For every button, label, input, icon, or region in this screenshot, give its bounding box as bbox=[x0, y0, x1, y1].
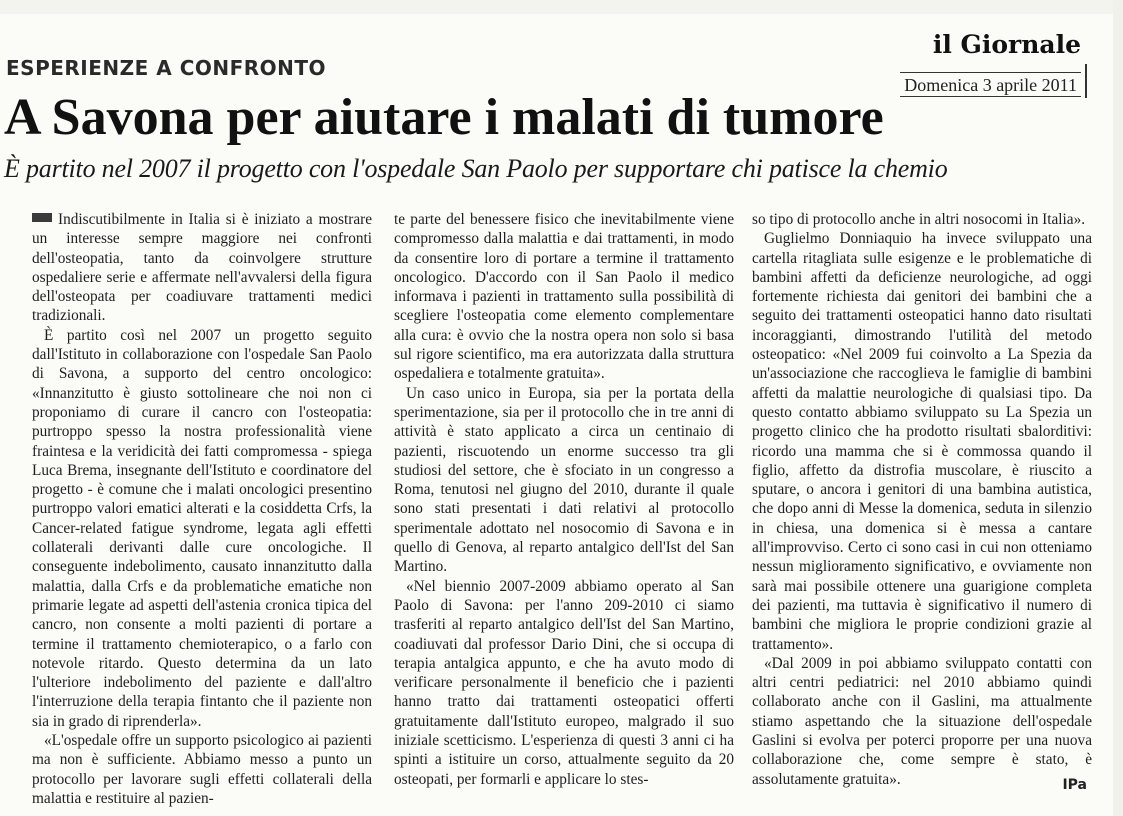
paragraph: È partito così nel 2007 un progetto seguito dall'Istituto in collaborazione con l'ospedale San Paolo di Savona, a supporto del centro oncologico: «Innanzitutto è giusto sottolineare che noi non ci proponiamo di curare il cancro con l'osteopatia: purtroppo spesso la nostra professionalità viene fraintesa e la veridicità dei fatti compromessa - spiega Luca Brema, insegnante dell'Istituto e coordinatore del progetto - è comune che i malati oncologici presentino purtroppo valori ematici alterati e la cosiddetta Crfs, la Cancer-related fatigue syndrome, legata agli effetti collaterali derivanti dalle cure oncologiche. Il conseguente indebolimento, causato innanzitutto dalla malattia, dalla Crfs e da problematiche ematiche non primarie legate ad aspetti dell'astenia cronica tipica del cancro, non consente a molti pazienti di portare a termine il trattamento chemioterapico, o a farlo con notevole ritardo. Questo determina da un lato l'ulteriore indebolimento del paziente e dall'altro l'interruzione della terapia fintanto che il paziente non sia in grado di riprenderla». bbox=[32, 326, 372, 730]
agency-credit: IPa bbox=[1062, 777, 1087, 793]
paragraph-text: Indiscutibilmente in Italia si è iniziato a mostrare un interesse sempre maggiore nei confronti dell'osteopatia, tanto da coinvolgere strutture ospedaliere serie e affermate nell'avvalersi della figura dell'osteopata per coadiuvare trattamenti medici tradizionali. bbox=[32, 211, 372, 325]
masthead bbox=[933, 30, 1081, 60]
article-headline: A Savona per aiutare i malati di tumore bbox=[4, 89, 884, 146]
scan-edge-top bbox=[0, 0, 1123, 14]
newspaper-name: il Giornale bbox=[932, 30, 1081, 59]
paragraph: «Dal 2009 in poi abbiamo sviluppato contatti con altri centri pediatrici: nel 2010 abbiamo quindi collaborato anche con il Gaslini, ma attualmente stiamo aspettando che la situazione dell'ospedale Gaslini si evolva per poterci proporre per una nuova collaborazione che, come sempre è stato, è assolutamente gratuita». bbox=[752, 654, 1092, 788]
scan-edge-right bbox=[1113, 0, 1123, 816]
lead-marker bbox=[32, 213, 52, 222]
paragraph bbox=[32, 210, 372, 326]
paragraph: Un caso unico in Europa, sia per la portata della sperimentazione, sia per il protocollo che in tre anni di attività è stato applicato a circa un centinaio di pazienti, riscuotendo un enorme successo tra gli studiosi del settore, che è sfociato in un congresso a Roma, tenutosi nel giugno del 2010, durante il quale sono stati presentati i dati relativi al protocollo sperimentale adottato nel nosocomio di Savona e in quello di Genova, al reparto antalgico dell'Ist del San Martino. bbox=[394, 384, 734, 576]
paragraph: «Nel biennio 2007-2009 abbiamo operato al San Paolo di Savona: per l'anno 209-2010 ci siamo trasferiti al reparto antalgico dell'Ist del San Martino, coadiuvati dal professor Dario Dini, che si occupa di terapia antalgica appunto, e che ha avuto modo di verificare personalmente il beneficio che i pazienti hanno tratto dai trattamenti osteopatici offerti gratuitamente dall'Istituto europeo, malgrado il suo iniziale scetticismo. L'esperienza di questi 3 anni ci ha spinti a istituire un corso, attualmente seguito da 20 osteopati, per formarli e applicare lo stes- bbox=[394, 577, 734, 788]
paragraph: Guglielmo Donniaquio ha invece sviluppato una cartella ritagliata sulle esigenze e le problematiche di bambini affetti da deficienze neurologiche, ad oggi fortemente richiesta dai genitori dei bambini che a seguito dei trattamenti osteopatici hanno dato risultati incoraggianti, dimostrando l'utilità del metodo osteopatico: «Nel 2009 fui coinvolto a La Spezia da un'associazione che raccoglieva le famiglie di bambini affetti da malattie neurologiche di qualsiasi tipo. Da questo contatto abbiamo sviluppato su La Spezia un progetto clinico che ha prodotto risultati sbalorditivi: ricordo una mamma che si è commossa quando il figlio, affetto da distrofia muscolare, è riuscito a sputare, o ancora i genitori di una bambina autistica, che dopo anni di Messe la domenica, seduta in silenzio in chiesa, una domenica si è messa a cantare all'improvviso. Certo ci sono casi in cui non otteniamo nessun miglioramento significativo, e ovviamente non sarà mai possibile ottenere una guarigione completa dei pazienti, ma tuttavia è significativo il numero di bambini che migliora le proprie condizioni grazie al trattamento». bbox=[752, 230, 1092, 653]
article-column-3 bbox=[752, 210, 1092, 810]
article-subheadline: È partito nel 2007 il progetto con l'ospedale San Paolo per supportare chi patisce la chemio bbox=[4, 154, 948, 183]
paragraph: so tipo di protocollo anche in altri nosocomi in Italia». bbox=[752, 211, 1086, 228]
publication-date: Domenica 3 aprile 2011 bbox=[900, 72, 1081, 97]
article-column-2 bbox=[394, 210, 734, 810]
paragraph: «L'ospedale offre un supporto psicologico ai pazienti ma non è sufficiente. Abbiamo messo a punto un protocollo per lavorare sugli effetti collaterali della malattia e restituire al pazien- bbox=[32, 732, 372, 807]
section-label: ESPERIENZE A CONFRONTO bbox=[6, 56, 327, 80]
paragraph: te parte del benessere fisico che inevitabilmente viene compromesso dalla malattia e dai trattamenti, in modo da consentire loro di portare a termine il trattamento oncologico. D'accordo con il San Paolo il medico informava i pazienti in trattamento sulla possibilità di scegliere l'osteopatia come elemento complementare alla cura: è ovvio che la nostra opera non solo si basa sul rigore scientifico, ma era autorizzata dalla struttura ospedaliera e totalmente gratuita». bbox=[394, 211, 734, 383]
article-column-1 bbox=[32, 210, 372, 810]
article-body bbox=[32, 210, 1092, 810]
